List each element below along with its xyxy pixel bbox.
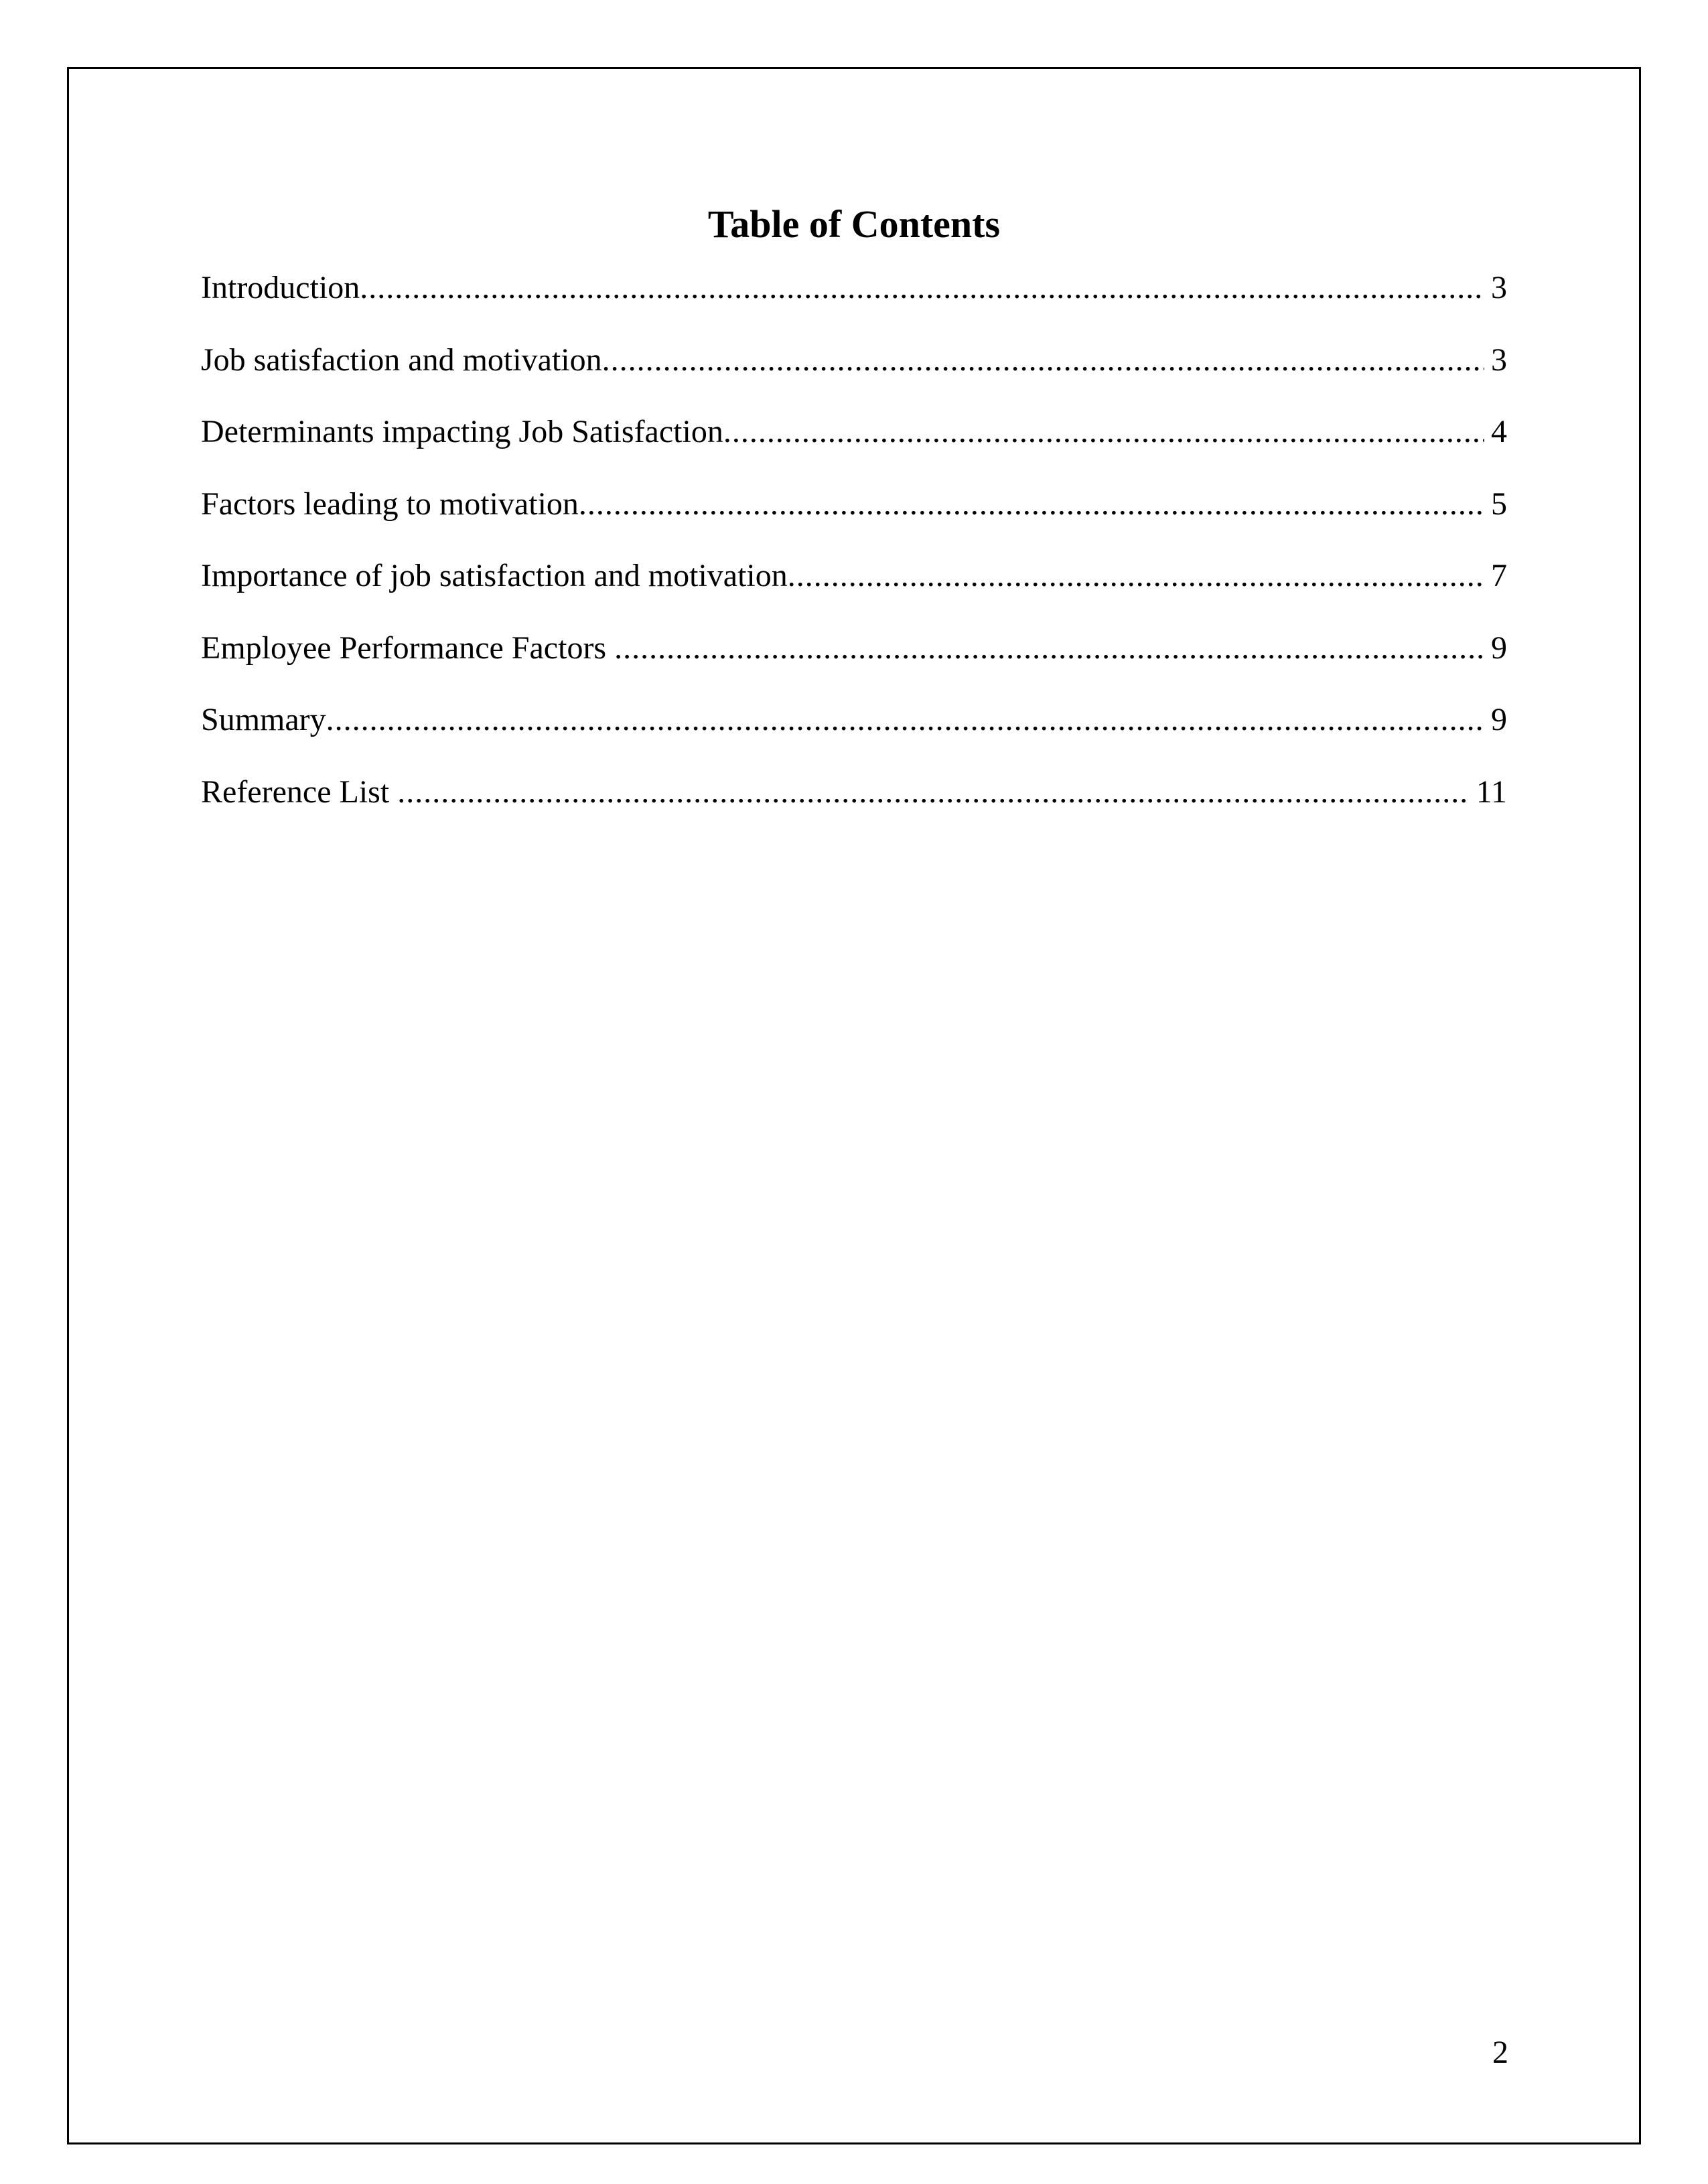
toc-entry-page: 9 — [1491, 702, 1507, 737]
toc-dot-leader — [723, 409, 1484, 455]
toc-entry-determinants[interactable] — [201, 409, 1507, 481]
toc-entry-summary[interactable] — [201, 697, 1507, 769]
toc-entry-label: Introduction — [201, 270, 360, 305]
page-number: 2 — [1492, 2035, 1508, 2070]
toc-dot-leader — [788, 553, 1484, 599]
toc-entry-page: 4 — [1491, 414, 1507, 449]
toc-entry-label: Summary — [201, 702, 326, 737]
toc-entry-label: Factors leading to motivation — [201, 486, 579, 522]
toc-entry-label: Determinants impacting Job Satisfaction — [201, 414, 723, 449]
toc-entry-importance[interactable] — [201, 553, 1507, 625]
toc-entry-introduction[interactable] — [201, 265, 1507, 337]
toc-title: Table of Contents — [707, 202, 1001, 246]
toc-dot-leader — [579, 481, 1484, 528]
toc-entry-employee-performance-factors[interactable] — [201, 625, 1507, 697]
toc-entry-label: Employee Performance Factors — [201, 630, 615, 666]
toc-entry-job-satisfaction-and-motivation[interactable] — [201, 337, 1507, 409]
toc-entry-page: 7 — [1491, 558, 1507, 593]
toc-dot-leader — [602, 337, 1484, 384]
toc-dot-leader — [397, 769, 1470, 816]
toc-entry-page: 3 — [1491, 270, 1507, 305]
toc-entry-page: 5 — [1491, 486, 1507, 522]
toc-list — [201, 265, 1507, 841]
toc-entry-page: 9 — [1491, 630, 1507, 666]
toc-dot-leader — [614, 625, 1484, 672]
toc-dot-leader — [326, 697, 1484, 743]
toc-entry-label: Importance of job satisfaction and motivation — [201, 558, 788, 593]
toc-dot-leader — [360, 265, 1484, 311]
toc-entry-page: 3 — [1491, 342, 1507, 378]
toc-entry-factors-leading-to-motivation[interactable] — [201, 481, 1507, 553]
toc-entry-label: Job satisfaction and motivation — [201, 342, 602, 378]
toc-entry-page: 11 — [1476, 774, 1507, 810]
toc-entry-reference-list[interactable] — [201, 769, 1507, 841]
toc-entry-label: Reference List — [201, 774, 398, 810]
